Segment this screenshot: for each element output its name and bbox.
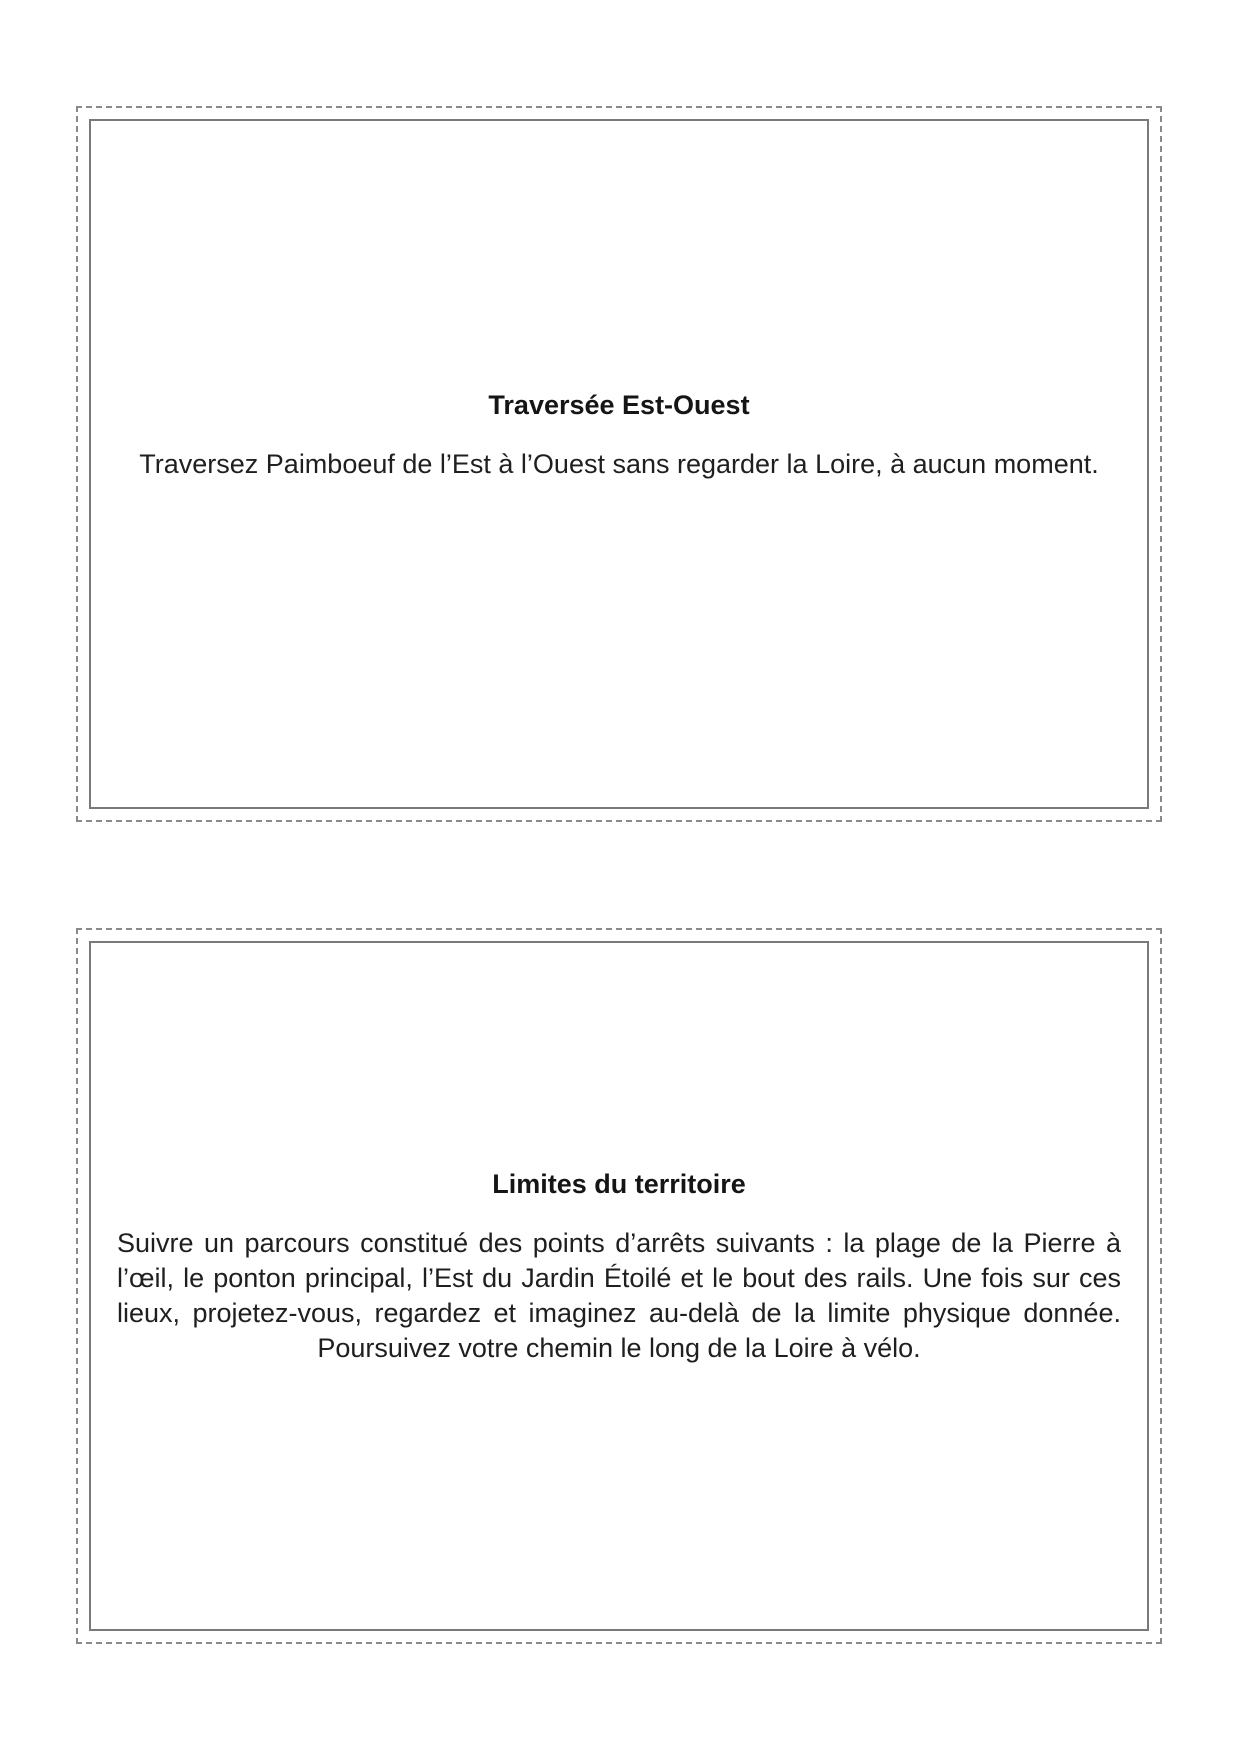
card-title: Limites du territoire — [492, 1169, 746, 1199]
card-cut-line-2 — [76, 928, 1162, 1644]
card-cut-line-1 — [76, 106, 1162, 822]
card-traversee — [89, 119, 1149, 809]
card-text: Traversez Paimboeuf de l’Est à l’Ouest sans regarder la Loire, à aucun moment. — [139, 448, 1099, 479]
card-text: Suivre un parcours constitué des points d’arrêts suivants : la plage de la Pierre à l’œil, le ponton principal, l’Est du Jardin Étoilé et le bout des rails. Une fois sur ces lieux, projetez-vous, regardez et imaginez au-delà de la limite physique donnée. Poursuivez votre chemin le long de la Loire à vélo. — [117, 1228, 1121, 1363]
card-limites — [89, 941, 1149, 1631]
card-title: Traversée Est-Ouest — [488, 389, 750, 420]
